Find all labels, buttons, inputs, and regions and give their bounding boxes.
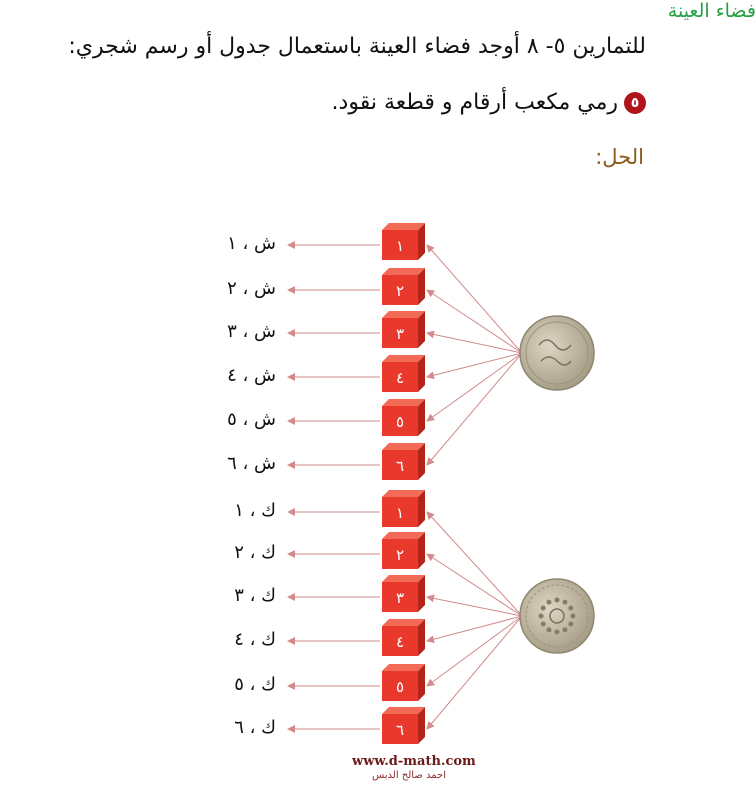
solution-label: الحل: bbox=[595, 145, 644, 169]
cube-number: ٤ bbox=[395, 633, 405, 651]
branch-arrow bbox=[427, 616, 522, 729]
outcome-label: ك ، ٣ bbox=[234, 585, 276, 606]
number-cube-icon bbox=[382, 223, 425, 260]
number-cube-icon bbox=[382, 311, 425, 348]
number-cube-icon bbox=[382, 532, 425, 569]
outcome-label: ش ، ٥ bbox=[227, 409, 276, 430]
branch-arrow bbox=[427, 353, 522, 421]
branch-arrow bbox=[427, 616, 522, 641]
cube-number: ٦ bbox=[395, 721, 405, 739]
outcome-label: ش ، ١ bbox=[227, 233, 276, 254]
coin-tails-icon bbox=[520, 579, 594, 653]
cube-number: ٤ bbox=[395, 369, 405, 387]
branch-arrow bbox=[427, 616, 522, 686]
cube-number: ١ bbox=[395, 504, 405, 522]
cube-number: ٥ bbox=[395, 413, 405, 431]
number-cube-icon bbox=[382, 490, 425, 527]
footer-website: www.d-math.com bbox=[352, 754, 476, 769]
cube-number: ٢ bbox=[395, 546, 405, 564]
number-cube-icon bbox=[382, 575, 425, 612]
outcome-label: ش ، ٣ bbox=[227, 321, 276, 342]
number-cube-icon bbox=[382, 707, 425, 744]
number-cube-icon bbox=[382, 664, 425, 701]
cube-number: ٦ bbox=[395, 457, 405, 475]
outcome-label: ك ، ٤ bbox=[234, 629, 276, 650]
coin-heads-icon bbox=[520, 316, 594, 390]
footer-author: احمد صالح الدبس bbox=[372, 770, 446, 781]
outcome-label: ك ، ١ bbox=[234, 500, 276, 521]
number-cube-icon bbox=[382, 355, 425, 392]
branch-arrow bbox=[427, 353, 522, 377]
number-cube-icon bbox=[382, 268, 425, 305]
cube-number: ٢ bbox=[395, 282, 405, 300]
cube-number: ١ bbox=[395, 237, 405, 255]
problem-number-badge: ٥ bbox=[624, 92, 646, 114]
cube-number: ٣ bbox=[395, 325, 405, 343]
coins-layer bbox=[520, 316, 594, 653]
cube-number: ٥ bbox=[395, 678, 405, 696]
problem-text: رمي مكعب أرقام و قطعة نقود. bbox=[331, 90, 618, 115]
outcome-label: ش ، ٢ bbox=[227, 278, 276, 299]
exercise-instruction: للتمارين ٥- ٨ أوجد فضاء العينة باستعمال جدول أو رسم شجري: bbox=[68, 34, 646, 59]
sample-space-title: فضاء العينة bbox=[667, 0, 756, 22]
outcome-label: ك ، ٦ bbox=[234, 717, 276, 738]
cubes-layer bbox=[382, 223, 425, 744]
outcome-label: ك ، ٢ bbox=[234, 542, 276, 563]
cube-number: ٣ bbox=[395, 589, 405, 607]
outcome-label: ش ، ٤ bbox=[227, 365, 276, 386]
number-cube-icon bbox=[382, 399, 425, 436]
branch-arrow bbox=[427, 353, 522, 465]
outcome-label: ش ، ٦ bbox=[227, 453, 276, 474]
outcome-label: ك ، ٥ bbox=[234, 674, 276, 695]
number-cube-icon bbox=[382, 443, 425, 480]
number-cube-icon bbox=[382, 619, 425, 656]
branch-arrow bbox=[427, 512, 522, 616]
